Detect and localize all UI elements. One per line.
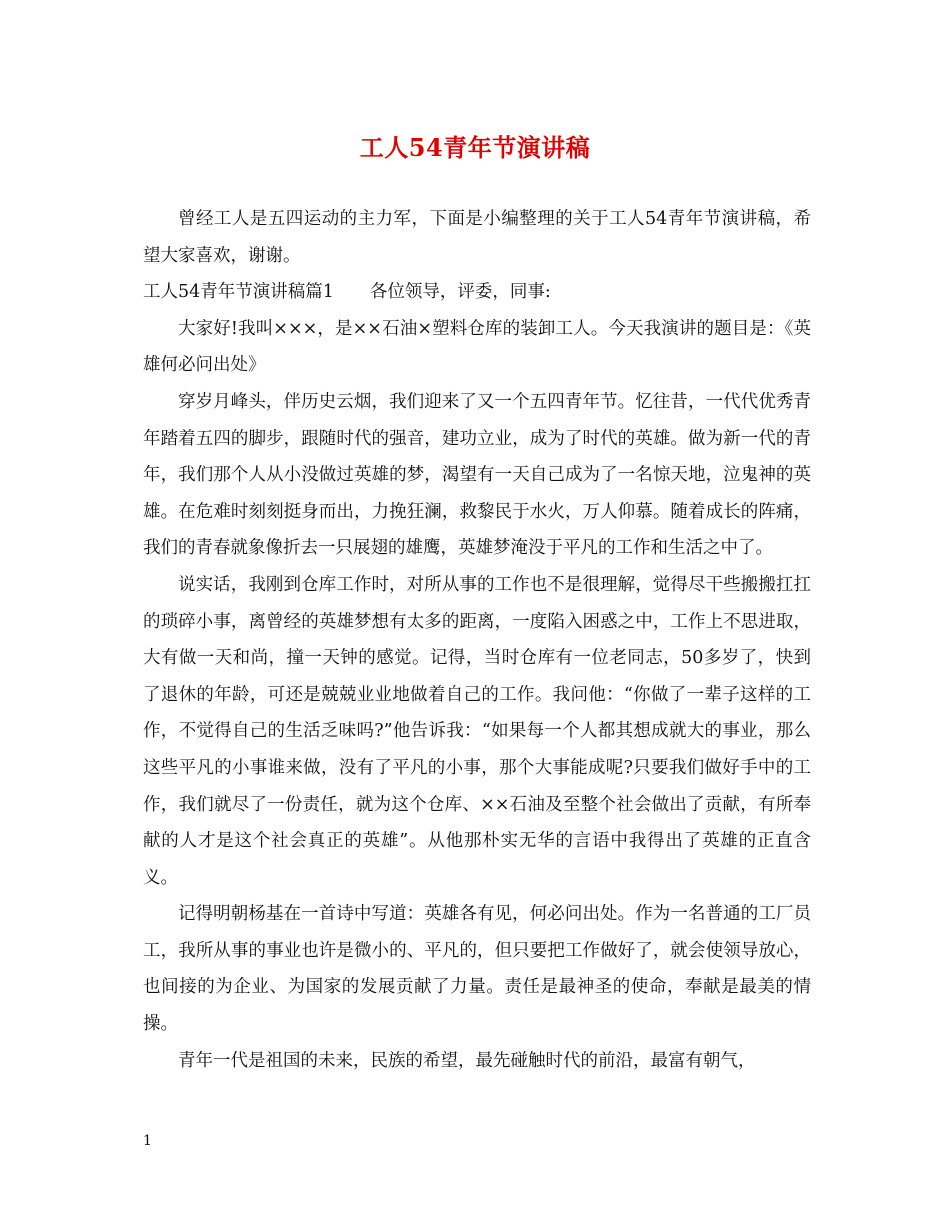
- paragraph: 大家好!我叫×××，是××石油×塑料仓库的装卸工人。今天我演讲的题目是：《英雄何必问出处》: [143, 318, 811, 376]
- document-body: [143, 201, 811, 1079]
- paragraph: 说实话，我刚到仓库工作时，对所从事的工作也不是很理解，觉得尽干些搬搬扛扛的琐碎小事，离曾经的英雄梦想有太多的距离，一度陷入困惑之中，工作上不思进取，大有做一天和尚，撞一天钟的感觉。记得，当时仓库有一位老同志，50多岁了，快到了退休的年龄，可还是兢兢业业地做着自己的工作。我问他：“你做了一辈子这样的工作，不觉得自己的生活乏味吗?”他告诉我：“如果每一个人都其想成就大的事业，那么这些平凡的小事谁来做，没有了平凡的小事，那个大事能成呢?只要我们做好手中的工作，我们就尽了一份责任，就为这个仓库、××石油及至整个社会做出了贡献，有所奉献的人才是这个社会真正的英雄”。从他那朴实无华的言语中我得出了英雄的正直含义。: [143, 574, 811, 888]
- page-number: 1: [143, 1133, 152, 1149]
- document-title: 工人54青年节演讲稿: [359, 133, 591, 162]
- salutation: 各位领导，评委，同事:: [369, 282, 551, 303]
- paragraph: 穿岁月峰头，伴历史云烟，我们迎来了又一个五四青年节。忆往昔，一代代优秀青年踏着五四的脚步，跟随时代的强音，建功立业，成为了时代的英雄。做为新一代的青年，我们那个人从小没做过英雄的梦，渴望有一天自己成为了一名惊天地，泣鬼神的英雄。在危难时刻刻挺身而出，力挽狂澜，救黎民于水火，万人仰慕。随着成长的阵痛，我们的青春就象像折去一只展翅的雄鹰，英雄梦淹没于平凡的工作和生活之中了。: [143, 391, 811, 559]
- intro-paragraph: 曾经工人是五四运动的主力军，下面是小编整理的关于工人54青年节演讲稿，希望大家喜欢，谢谢。: [143, 209, 811, 266]
- paragraph: 青年一代是祖国的未来，民族的希望，最先碰触时代的前沿，最富有朝气，: [178, 1050, 756, 1071]
- paragraph: 记得明朝杨基在一首诗中写道：英雄各有见，何必问出处。作为一名普通的工厂员工，我所从事的事业也许是微小的、平凡的，但只要把工作做好了，就会使领导放心，也间接的为企业、为国家的发展贡献了力量。责任是最神圣的使命，奉献是最美的情操。: [143, 904, 811, 1035]
- section-heading: 工人54青年节演讲稿篇1: [143, 282, 334, 303]
- section-heading-line: [143, 274, 811, 311]
